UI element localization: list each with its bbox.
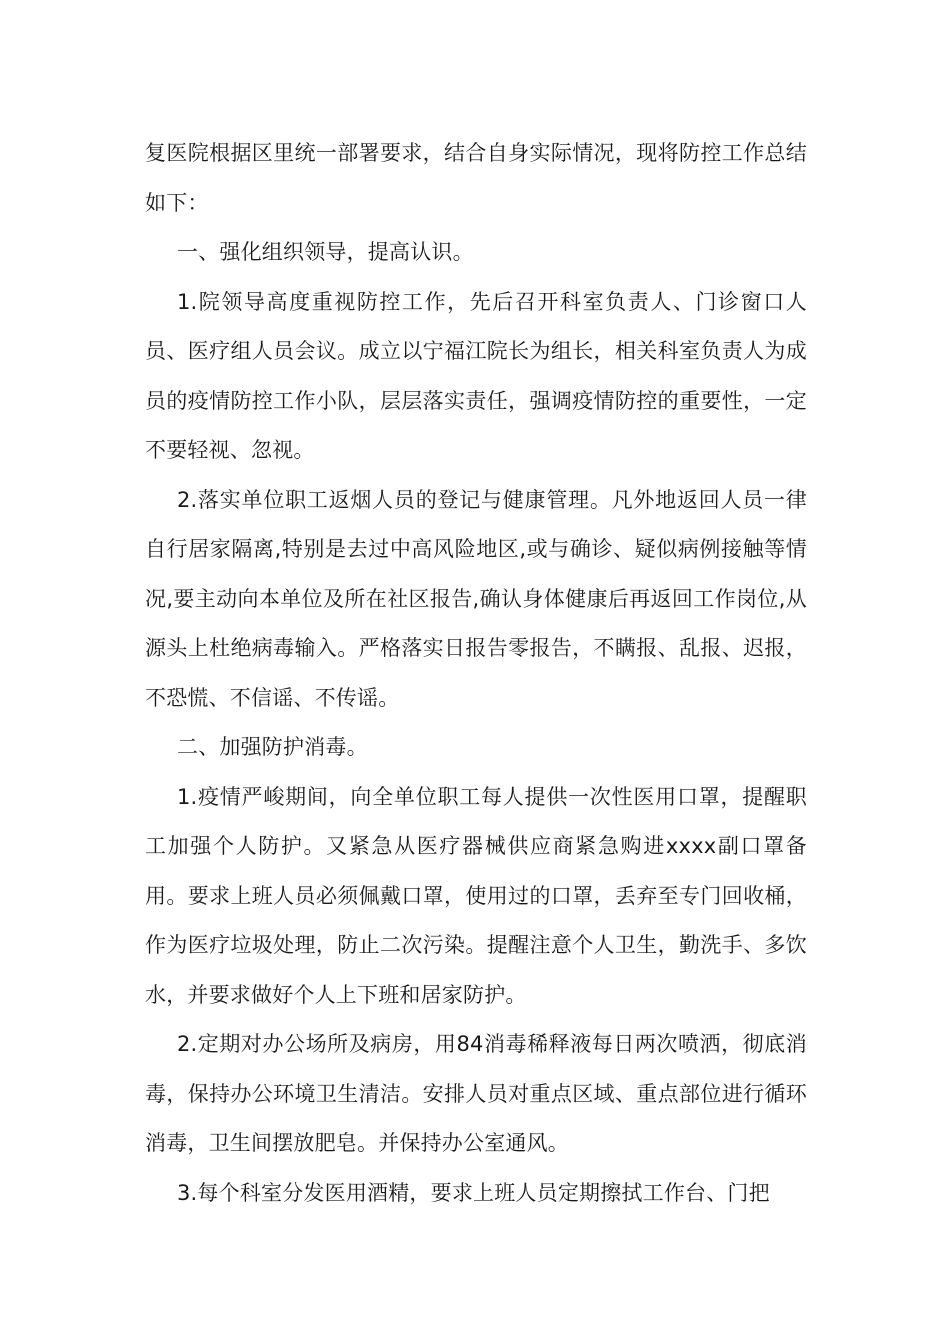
section-heading-2: 二、加强防护消毒。 [177, 735, 368, 759]
paragraph-2-1: 1.疫情严峻期间，向全单位职工每人提供一次性医用口罩，提醒职工加强个人防护。又紧急从医疗器械供应商紧急购进xxxx副口罩备用。要求上班人员必须佩戴口罩，使用过的口罩，丢弃至专门回收桶，作为医疗垃圾处理，防止二次污染。提醒注意个人卫生，勤洗手、多饮水，并要求做好个人上下班和居家防护。 [145, 784, 807, 1007]
paragraph-2-3: 3.每个科室分发医用酒精，要求上班人员定期擦拭工作台、门把 [177, 1180, 770, 1205]
paragraph-1-2: 2.落实单位职工返烟人员的登记与健康管理。凡外地返回人员一律自行居家隔离,特别是去过中高风险地区,或与确诊、疑似病例接触等情况,要主动向本单位及所在社区报告,确认身体健康后再返回工作岗位,从源头上杜绝病毒输入。严格落实日报告零报告，不瞒报、乱报、迟报，不恐慌、不信谣、不传谣。 [145, 487, 807, 710]
document-body [145, 129, 807, 1218]
paragraph-intro: 复医院根据区里统一部署要求，结合自身实际情况，现将防控工作总结如下： [145, 141, 807, 215]
section-heading-1: 一、强化组织领导，提高认识。 [177, 240, 474, 264]
paragraph-2-2: 2.定期对办公场所及病房，用84消毒稀释液每日两次喷洒，彻底消毒，保持办公环境卫生清洁。安排人员对重点区域、重点部位进行循环消毒，卫生间摆放肥皂。并保持办公室通风。 [145, 1032, 807, 1155]
paragraph-1-1: 1.院领导高度重视防控工作，先后召开科室负责人、门诊窗口人员、医疗组人员会议。成立以宁福江院长为组长，相关科室负责人为成员的疫情防控工作小队，层层落实责任，强调疫情防控的重要性，一定不要轻视、忽视。 [145, 289, 807, 462]
